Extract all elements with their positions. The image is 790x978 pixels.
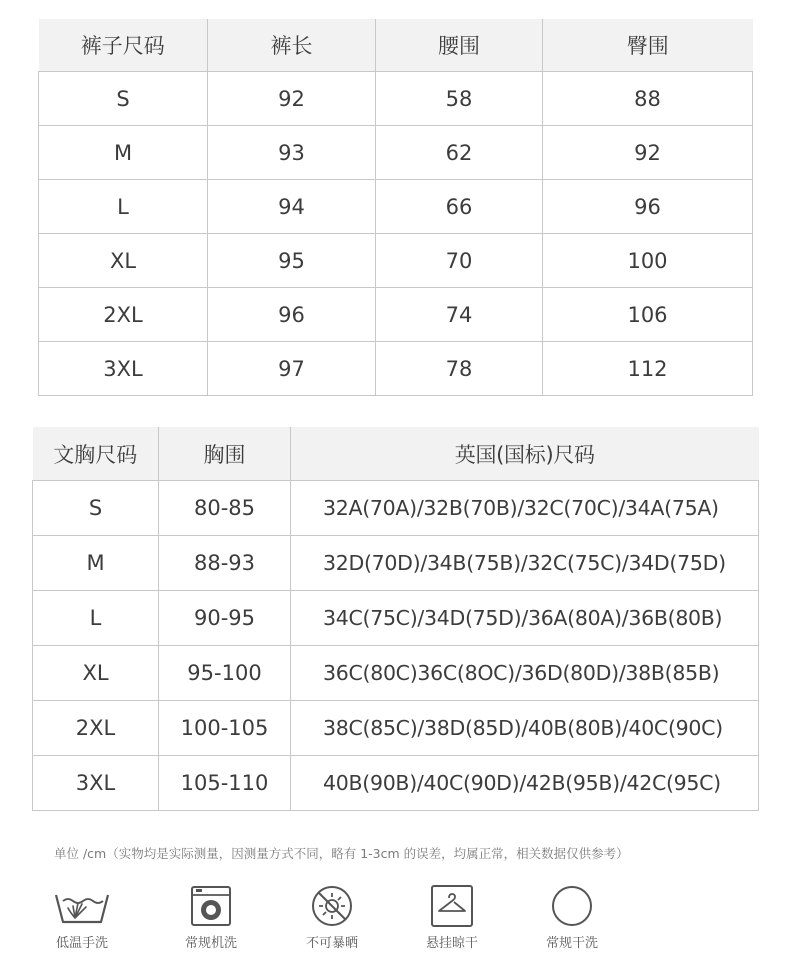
header-cell: 英国(国标)尺码 xyxy=(291,427,759,481)
header-cell: 裤子尺码 xyxy=(39,19,208,72)
care-item xyxy=(522,884,622,951)
table-cell: 80-85 xyxy=(159,481,291,536)
table-header-row xyxy=(39,19,753,72)
care-item xyxy=(161,884,261,951)
table-row xyxy=(39,126,753,180)
table-cell: 40B(90B)/40C(90D)/42B(95B)/42C(95C) xyxy=(291,756,759,811)
care-item xyxy=(402,884,502,951)
table-cell: 112 xyxy=(543,342,753,396)
table-cell: XL xyxy=(39,234,208,288)
table-cell: 38C(85C)/38D(85D)/40B(80B)/40C(90C) xyxy=(291,701,759,756)
table-cell: S xyxy=(39,72,208,126)
table-row xyxy=(33,756,759,811)
no-sun-icon xyxy=(303,884,361,928)
table-cell: 88 xyxy=(543,72,753,126)
table-cell: 88-93 xyxy=(159,536,291,591)
table-cell: 62 xyxy=(376,126,543,180)
table-cell: 97 xyxy=(208,342,376,396)
hang-dry-icon xyxy=(423,884,481,928)
table-cell: 66 xyxy=(376,180,543,234)
header-cell: 腰围 xyxy=(376,19,543,72)
table-cell: 100-105 xyxy=(159,701,291,756)
table-row xyxy=(33,646,759,701)
table-row xyxy=(33,591,759,646)
table-cell: 3XL xyxy=(33,756,159,811)
care-label: 常规机洗 xyxy=(184,936,237,951)
table-cell: 32A(70A)/32B(70B)/32C(70C)/34A(75A) xyxy=(291,481,759,536)
table-cell: L xyxy=(33,591,159,646)
table-cell: 96 xyxy=(208,288,376,342)
measurement-note: 单位 /cm（实物均是实际测量，因测量方式不同，略有 1-3cm 的误差，均属正常，相关数据仅供参考） xyxy=(54,846,629,861)
table-row xyxy=(33,701,759,756)
table-cell: 105-110 xyxy=(159,756,291,811)
table-cell: L xyxy=(39,180,208,234)
header-cell: 文胸尺码 xyxy=(33,427,159,481)
pants-size-table xyxy=(38,19,753,396)
table-row xyxy=(39,288,753,342)
table-row xyxy=(33,536,759,591)
machine-wash-icon xyxy=(182,884,240,928)
table-cell: 2XL xyxy=(39,288,208,342)
table-row xyxy=(39,234,753,288)
care-label: 不可暴晒 xyxy=(305,936,358,951)
hand-wash-icon xyxy=(53,884,111,928)
table-cell: 96 xyxy=(543,180,753,234)
bra-size-table xyxy=(32,427,759,811)
dry-clean-icon xyxy=(543,884,601,928)
table-cell: 92 xyxy=(208,72,376,126)
table-cell: 95 xyxy=(208,234,376,288)
table-cell: 36C(80C)36C(8OC)/36D(80D)/38B(85B) xyxy=(291,646,759,701)
table-cell: 34C(75C)/34D(75D)/36A(80A)/36B(80B) xyxy=(291,591,759,646)
care-item xyxy=(32,884,132,951)
care-item xyxy=(282,884,382,951)
table-header-row xyxy=(33,427,759,481)
care-label: 悬挂晾干 xyxy=(425,936,478,951)
header-cell: 裤长 xyxy=(208,19,376,72)
table-row xyxy=(39,342,753,396)
table-cell: 78 xyxy=(376,342,543,396)
care-label: 常规干洗 xyxy=(545,936,598,951)
table-cell: 100 xyxy=(543,234,753,288)
table-cell: 93 xyxy=(208,126,376,180)
header-cell: 胸围 xyxy=(159,427,291,481)
table-cell: 70 xyxy=(376,234,543,288)
table-row xyxy=(39,180,753,234)
header-cell: 臀围 xyxy=(543,19,753,72)
table-cell: M xyxy=(33,536,159,591)
table-cell: 90-95 xyxy=(159,591,291,646)
care-label: 低温手洗 xyxy=(55,936,108,951)
table-cell: S xyxy=(33,481,159,536)
table-cell: 94 xyxy=(208,180,376,234)
table-row xyxy=(33,481,759,536)
table-cell: 3XL xyxy=(39,342,208,396)
table-row xyxy=(39,72,753,126)
table-cell: 92 xyxy=(543,126,753,180)
table-cell: 74 xyxy=(376,288,543,342)
table-cell: 106 xyxy=(543,288,753,342)
table-cell: 58 xyxy=(376,72,543,126)
table-cell: 32D(70D)/34B(75B)/32C(75C)/34D(75D) xyxy=(291,536,759,591)
table-cell: XL xyxy=(33,646,159,701)
table-cell: 2XL xyxy=(33,701,159,756)
table-cell: M xyxy=(39,126,208,180)
table-cell: 95-100 xyxy=(159,646,291,701)
